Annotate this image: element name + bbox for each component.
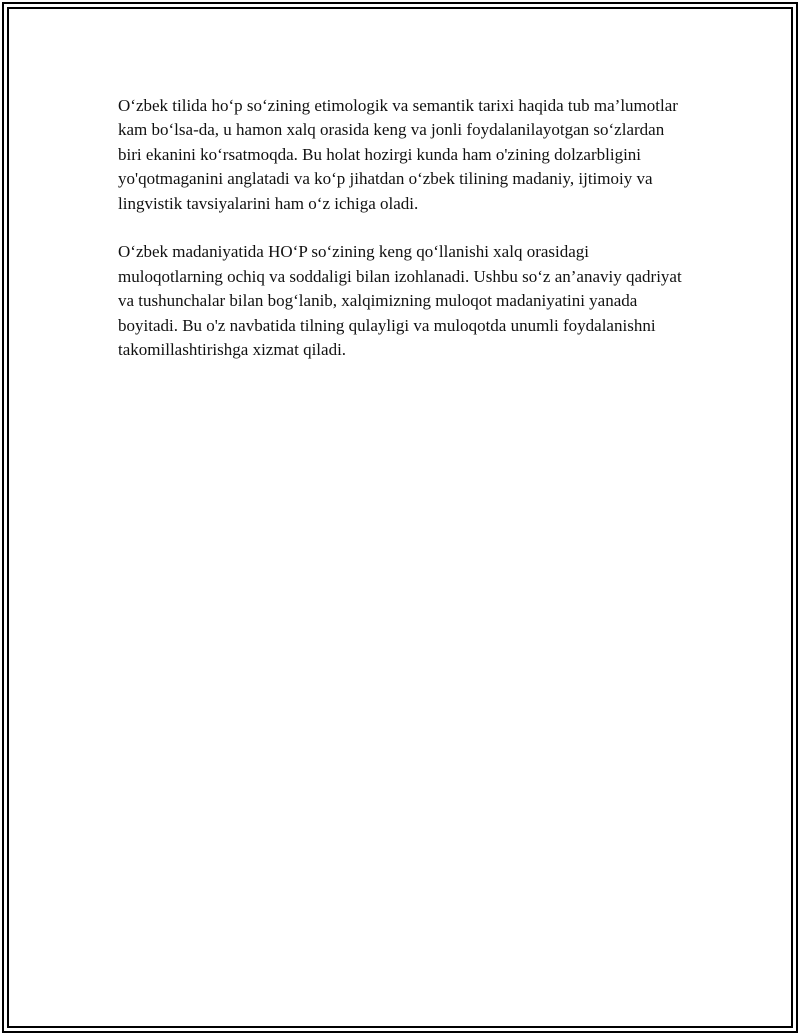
paragraph-1: O‘zbek tilida ho‘p so‘zining etimologik va semantik tarixi haqida tub ma’lumotlar kam bo‘lsa-da, u hamon xalq orasida keng va jonli foydalanilayotgan so‘zlardan biri ekanini ko‘rsatmoqda. Bu holat hozirgi kunda ham o'zining dolzarbligini yo'qotmaganini anglatadi va ko‘p jihatdan o‘zbek tilining madaniy, ijtimoiy va lingvistik tavsiyalarini ham o‘z ichiga oladi. bbox=[118, 96, 678, 213]
document-body bbox=[118, 94, 688, 387]
paragraph-2: O‘zbek madaniyatida HO‘P so‘zining keng qo‘llanishi xalq orasidagi muloqotlarning ochiq va soddaligi bilan izohlanadi. Ushbu so‘z an’anaviy qadriyat va tushunchalar bilan bog‘lanib, xalqimizning muloqot madaniyatini yanada boyitadi. Bu o'z navbatida tilning qulayligi va muloqotda unumli foydalanishni takomillashtirishga xizmat qiladi. bbox=[118, 242, 682, 360]
